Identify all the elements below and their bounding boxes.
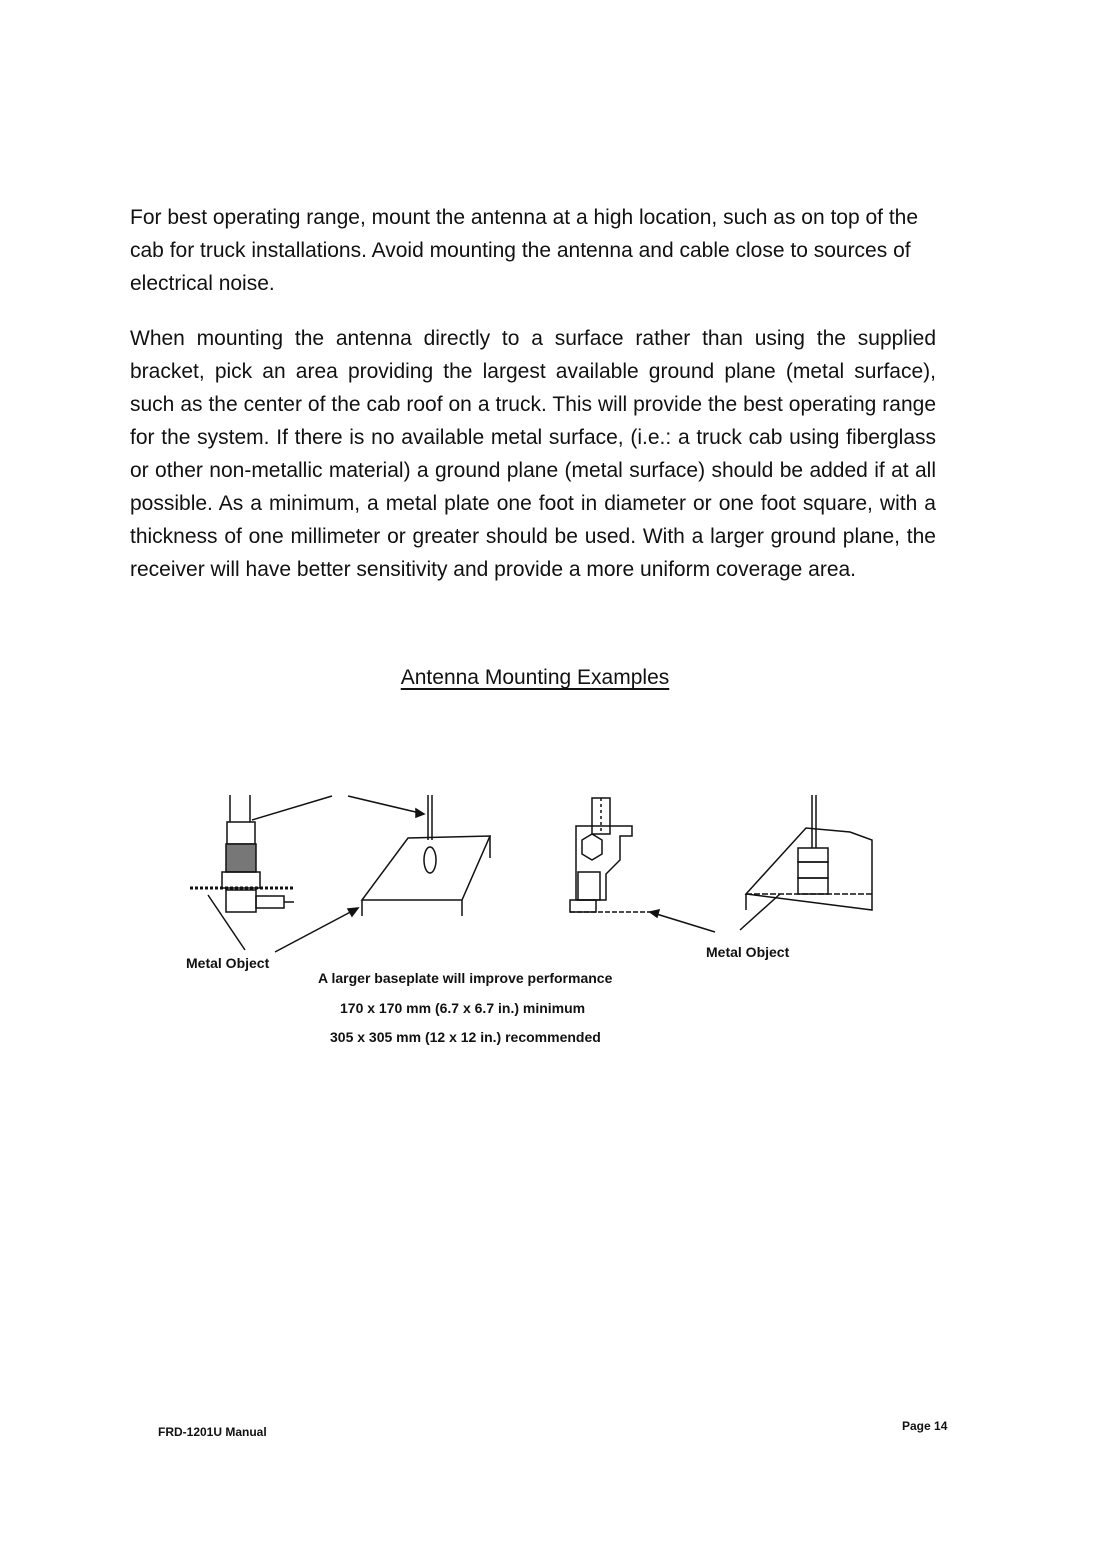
ground-plane-paragraph: When mounting the antenna directly to a surface rather than using the supplied bracket, pick an area providing the largest available ground plane (metal surface), such as the center of the cab roof on a truck. This will provide the best operating range for the system. If there is no available metal surface, (i.e.: a truck cab using fiberglass or other non-metallic material) a ground plane (metal surface) should be added if at all possible. As a minimum, a metal plate one foot in diameter or one foot square, with a thickness of one millimeter or greater should be used. With a larger ground plane, the receiver will have better sensitivity and provide a more uniform coverage area. <box>130 327 936 581</box>
antenna-mounting-diagram <box>180 780 900 980</box>
antenna-on-plate-illustration <box>362 795 490 916</box>
footer-page-number: Page 14 <box>902 1419 948 1433</box>
baseplate-caption: A larger baseplate will improve performance <box>318 970 613 986</box>
baseplate-minimum-size: 170 x 170 mm (6.7 x 6.7 in.) minimum <box>340 1000 586 1016</box>
figure-heading: Antenna Mounting Examples <box>400 666 670 689</box>
metal-object-label-right: Metal Object <box>706 944 790 960</box>
footer-document-name: FRD-1201U Manual <box>158 1425 267 1439</box>
bracket-mount-illustration <box>570 798 650 912</box>
metal-object-label-left: Metal Object <box>186 955 270 971</box>
cab-bracket-illustration <box>746 795 872 910</box>
intro-paragraph: For best operating range, mount the antenna at a high location, such as on top of the cab for truck installations. Avoid mounting the antenna and cable close to sources of electrical noise. <box>130 206 919 295</box>
baseplate-recommended-size: 305 x 305 mm (12 x 12 in.) recommended <box>330 1029 601 1045</box>
